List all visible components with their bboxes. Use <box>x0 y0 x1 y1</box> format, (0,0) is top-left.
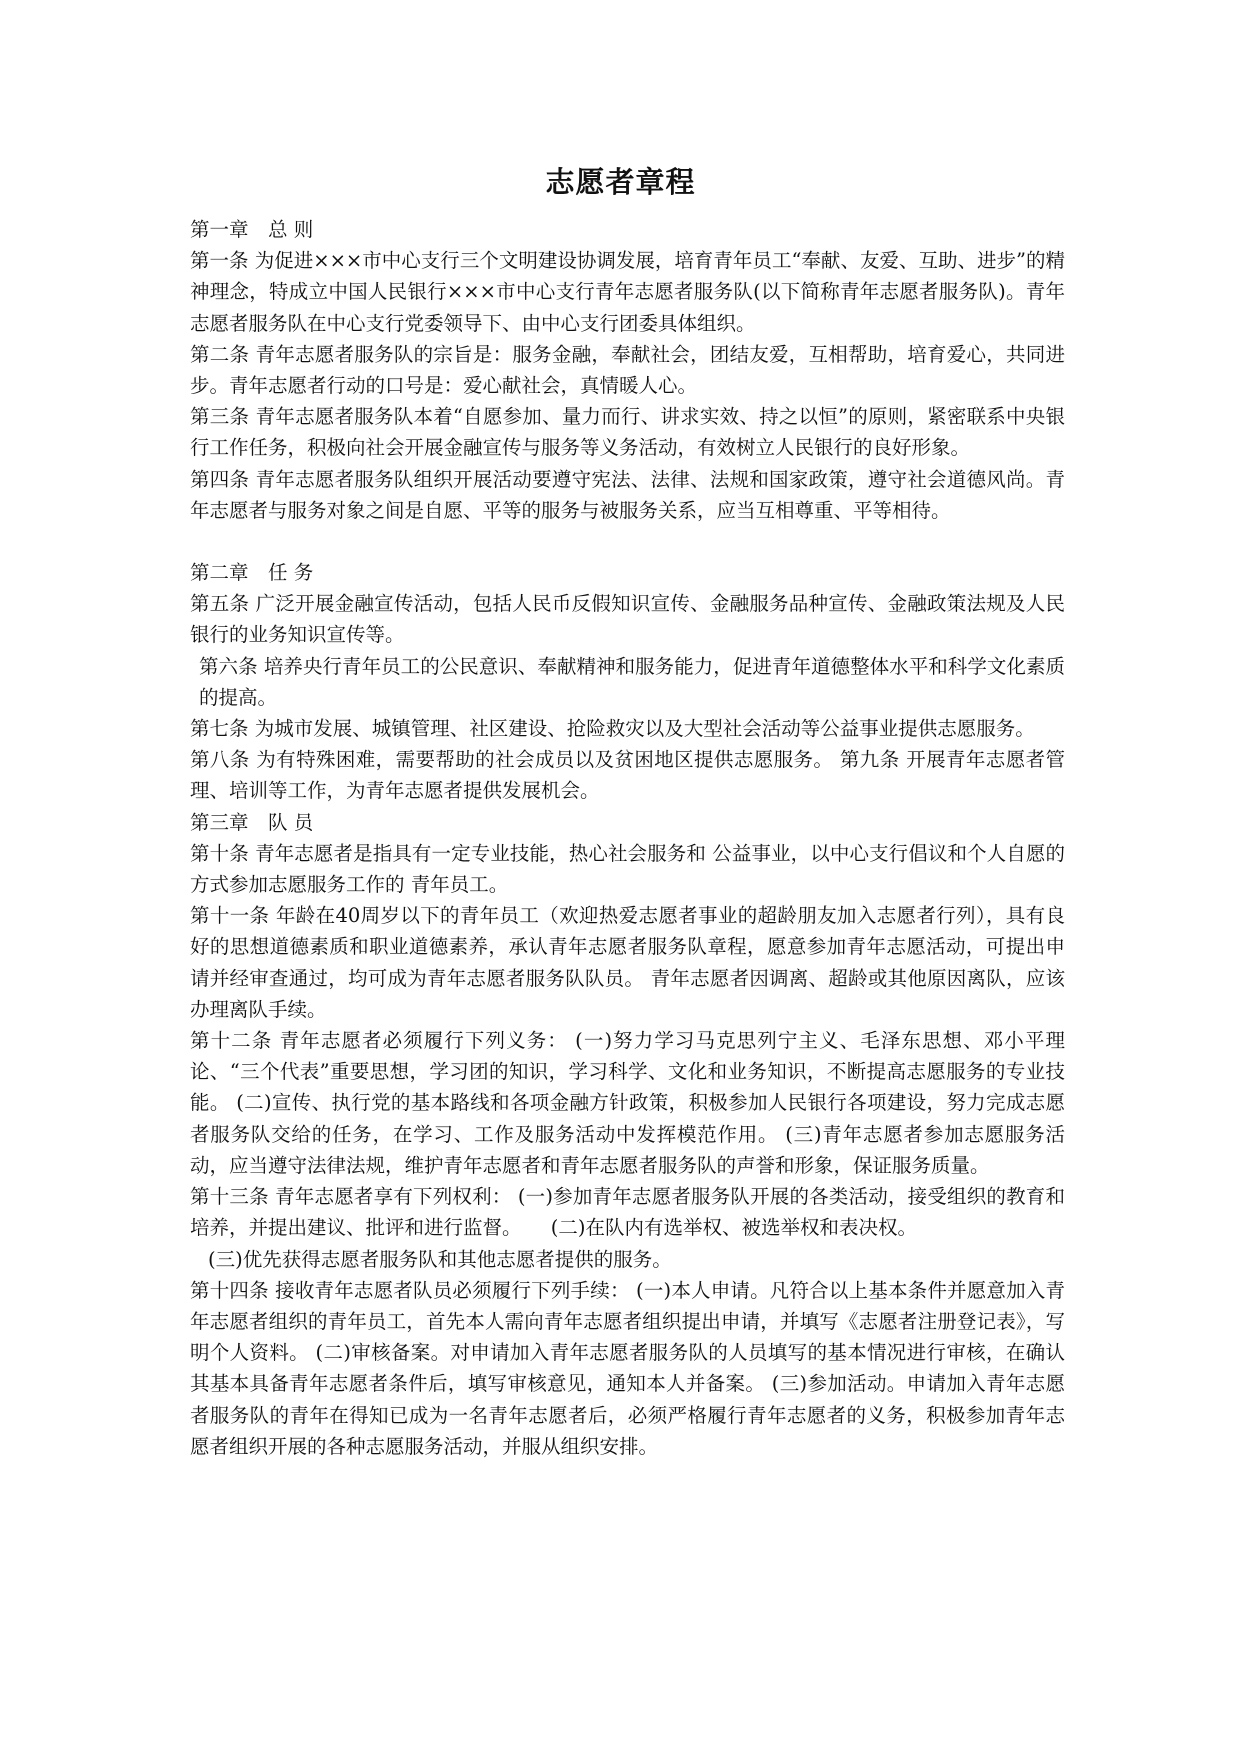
article-2: 第二条 青年志愿者服务队的宗旨是：服务金融，奉献社会，团结友爱，互相帮助，培育爱心，共同进步。青年志愿者行动的口号是：爱心献社会，真情暖人心。 <box>190 342 1065 398</box>
article-10: 第十条 青年志愿者是指具有一定专业技能，热心社会服务和 公益事业，以中心支行倡议和个人自愿的方式参加志愿服务工作的 青年员工。 <box>190 841 1065 897</box>
paragraph-gap <box>190 526 1065 557</box>
document-title: 志愿者章程 <box>545 165 696 199</box>
article-1: 第一条 为促进×××市中心支行三个文明建设协调发展，培育青年员工“奉献、友爱、互助、进步”的精神理念，特成立中国人民银行×××市中心支行青年志愿者服务队(以下简称青年志愿者服务队)。青年志愿者服务队在中心支行党委领导下、由中心支行团委具体组织。 <box>190 249 1065 335</box>
article-13-item-3: (三)优先获得志愿者服务队和其他志愿者提供的服务。 <box>208 1247 672 1271</box>
article-7: 第七条 为城市发展、城镇管理、社区建设、抢险救灾以及大型社会活动等公益事业提供志愿服务。 <box>190 717 1035 741</box>
chapter-2-heading: 第二章 任 务 <box>190 561 314 585</box>
article-4: 第四条 青年志愿者服务队组织开展活动要遵守宪法、法律、法规和国家政策，遵守社会道德风尚。青年志愿者与服务对象之间是自愿、平等的服务与被服务关系，应当互相尊重、平等相待。 <box>190 467 1065 522</box>
document-body <box>190 214 1065 1462</box>
article-6: 第六条 培养央行青年员工的公民意识、奉献精神和服务能力，促进青年道德整体水平和科学文化素质的提高。 <box>199 654 1065 709</box>
article-3: 第三条 青年志愿者服务队本着“自愿参加、量力而行、讲求实效、持之以恒”的原则，紧密联系中央银行工作任务，积极向社会开展金融宣传与服务等义务活动，有效树立人民银行的良好形象。 <box>190 405 1065 460</box>
article-14: 第十四条 接收青年志愿者队员必须履行下列手续： (一)本人申请。凡符合以上基本条件并愿意加入青年志愿者组织的青年员工，首先本人需向青年志愿者组织提出申请，并填写《志愿者注册登记表》，写明个人资料。 (二)审核备案。对申请加入青年志愿者服务队的人员填写的基本情况进行审核，在确认其基本具备青年志愿者条件后，填写审核意见，通知本人并备案。 (三)参加活动。申请加入青年志愿者服务队的青年在得知已成为一名青年志愿者后，必须严格履行青年志愿者的义务，积极参加青年志愿者组织开展的各种志愿服务活动，并服从组织安排。 <box>190 1278 1065 1458</box>
article-5: 第五条 广泛开展金融宣传活动，包括人民币反假知识宣传、金融服务品种宣传、金融政策法规及人民银行的业务知识宣传等。 <box>190 592 1065 647</box>
chapter-3-heading: 第三章 队 员 <box>190 810 314 834</box>
article-8-9: 第八条 为有特殊困难，需要帮助的社会成员以及贫困地区提供志愿服务。 第九条 开展青年志愿者管理、培训等工作，为青年志愿者提供发展机会。 <box>190 748 1065 803</box>
chapter-1-heading: 第一章 总 则 <box>190 218 314 241</box>
article-11: 第十一条 年龄在40周岁以下的青年员工（欢迎热爱志愿者事业的超龄朋友加入志愿者行列），具有良好的思想道德素质和职业道德素养，承认青年志愿者服务队章程，愿意参加青年志愿活动，可提出申请并经审查通过，均可成为青年志愿者服务队队员。 青年志愿者因调离、超龄或其他原因离队，应该办理离队手续。 <box>190 904 1065 1021</box>
article-12: 第十二条 青年志愿者必须履行下列义务： (一)努力学习马克思列宁主义、毛泽东思想、邓小平理论、“三个代表”重要思想，学习团的知识，学习科学、文化和业务知识，不断提高志愿服务的专业技能。 (二)宣传、执行党的基本路线和各项金融方针政策，积极参加人民银行各项建设，努力完成志愿者服务队交给的任务，在学习、工作及服务活动中发挥模范作用。 (三)青年志愿者参加志愿服务活动，应当遵守法律法规，维护青年志愿者和青年志愿者服务队的声誉和形象，保证服务质量。 <box>190 1029 1065 1177</box>
article-13: 第十三条 青年志愿者享有下列权利： (一)参加青年志愿者服务队开展的各类活动，接受组织的教育和培养，并提出建议、批评和进行监督。 (二)在队内有选举权、被选举权和表决权。 <box>190 1185 1065 1240</box>
